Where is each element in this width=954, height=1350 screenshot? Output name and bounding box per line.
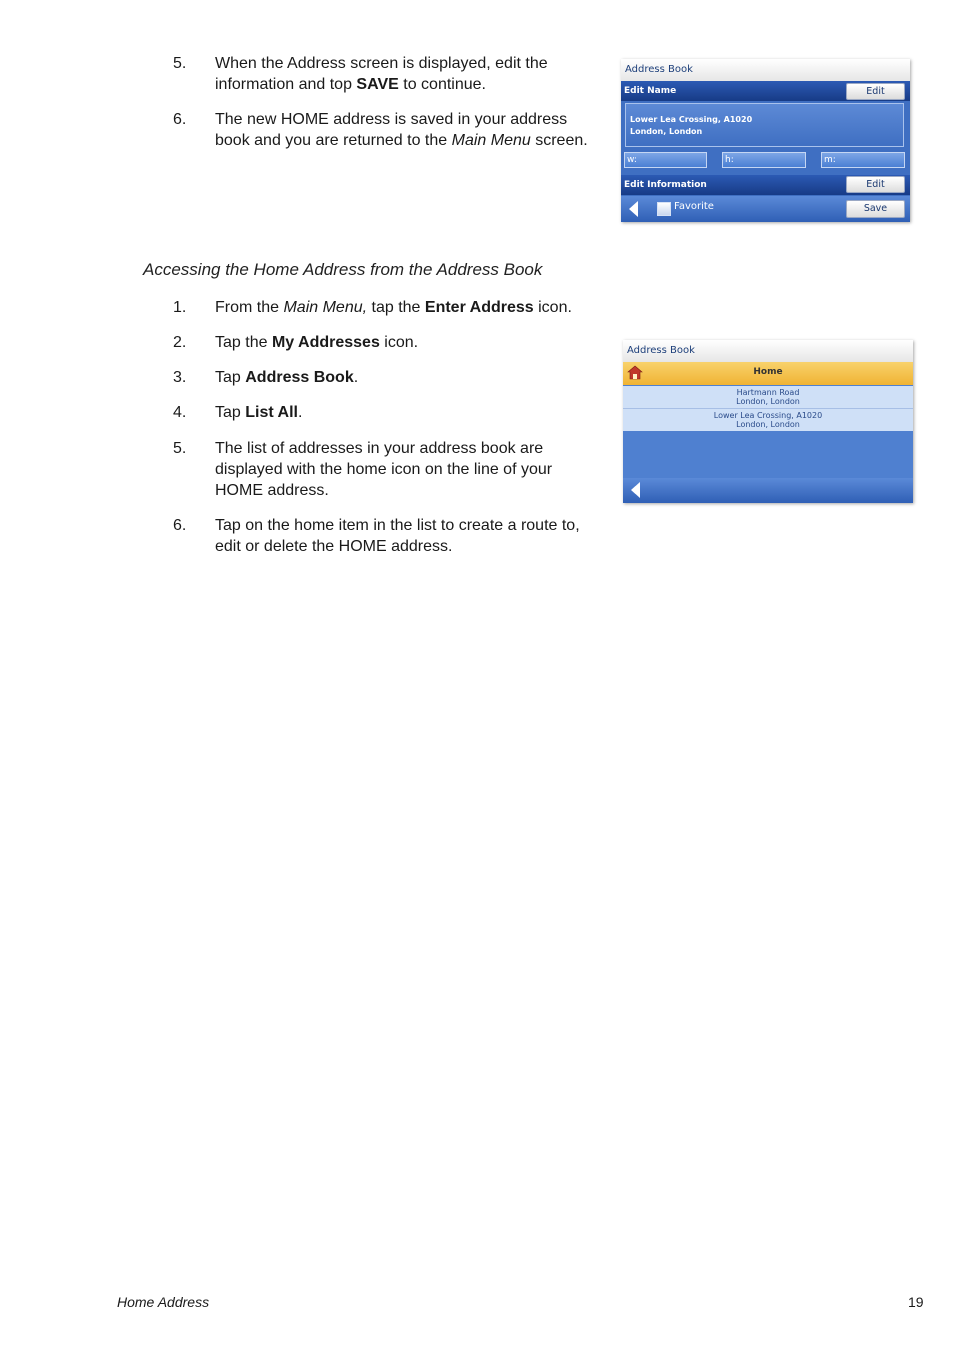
section-heading: Accessing the Home Address from the Address Book xyxy=(143,260,543,279)
step-6: 6. Tap on the home item in the list to create a route to, edit or delete the HOME address. xyxy=(173,517,580,555)
page-number: 19 xyxy=(908,1294,924,1310)
field-h[interactable]: h: xyxy=(722,152,806,168)
favorite-label: Favorite xyxy=(674,201,714,212)
step-number: 6. xyxy=(173,111,187,128)
edit-name-button[interactable]: Edit xyxy=(846,83,905,100)
list-item-home[interactable]: Home xyxy=(623,362,913,385)
step-5: 5. The list of addresses in your address book are displayed with the home icon on the line of your HOME address. xyxy=(173,440,553,499)
address-book-edit-screenshot xyxy=(621,59,910,222)
field-w[interactable]: w: xyxy=(624,152,707,168)
step-4: 4. Tap List All. xyxy=(173,404,303,421)
edit-name-bar: Edit Name xyxy=(621,81,910,101)
save-button[interactable]: Save xyxy=(846,200,905,218)
field-m[interactable]: m: xyxy=(821,152,905,168)
step-6-top: 6. The new HOME address is saved in your address book and you are returned to the Main Menu screen. xyxy=(173,111,588,149)
name-display: Lower Lea Crossing, A1020 London, London xyxy=(625,103,904,147)
back-arrow-icon[interactable] xyxy=(629,201,638,217)
step-number: 5. xyxy=(173,55,187,72)
back-arrow-icon[interactable] xyxy=(631,482,640,498)
step-3: 3. Tap Address Book. xyxy=(173,369,359,386)
step-5-top: 5. When the Address screen is displayed, edit the information and top SAVE to continue. xyxy=(173,55,548,93)
bottom-bar xyxy=(623,478,913,503)
favorite-checkbox[interactable] xyxy=(657,202,671,216)
step-2: 2. Tap the My Addresses icon. xyxy=(173,334,419,351)
list-item[interactable]: Lower Lea Crossing, A1020 London, London xyxy=(623,409,913,431)
screen-title: Address Book xyxy=(621,59,910,81)
footer-section: Home Address xyxy=(117,1294,210,1310)
step-1: 1. From the Main Menu, tap the Enter Address icon. xyxy=(173,299,572,316)
bottom-bar xyxy=(621,196,910,222)
list-item[interactable]: Hartmann Road London, London xyxy=(623,386,913,409)
screen-title: Address Book xyxy=(623,340,913,362)
address-book-list-screenshot xyxy=(623,340,913,503)
edit-info-button[interactable]: Edit xyxy=(846,176,905,193)
edit-information-bar: Edit Information xyxy=(621,175,910,195)
